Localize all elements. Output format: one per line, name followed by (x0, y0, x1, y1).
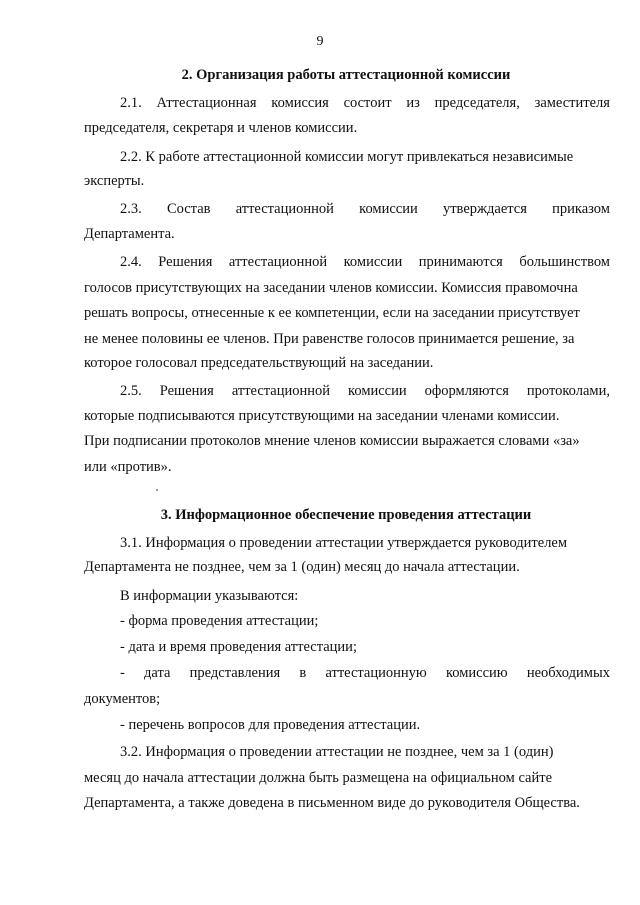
word: 2.3. (120, 201, 142, 217)
paragraph-2-5-line-2: которые подписываются присутствующими на заседании членами комиссии. (84, 408, 560, 424)
paragraph-2-5-line-4: или «против». (84, 459, 172, 475)
word: заместителя (534, 95, 610, 111)
paragraph-2-4-line-4: не менее половины ее членов. При равенстве голосов принимается решение, за (84, 331, 575, 347)
paragraph-3-1-line-2: Департамента не позднее, чем за 1 (один) месяц до начала аттестации. (84, 559, 520, 575)
word: представления (189, 665, 281, 681)
word: Решения (158, 254, 213, 270)
word: оформляются (424, 383, 509, 399)
word: комиссия (271, 95, 329, 111)
paragraph-3-2-line-2: месяц до начала аттестации должна быть размещена на официальном сайте (84, 770, 553, 786)
paragraph-2-1-line-2: председателя, секретаря и членов комиссии. (84, 120, 358, 136)
info-item-1: - форма проведения аттестации; (120, 613, 319, 629)
word: аттестационную (325, 665, 427, 681)
word: состоит (343, 95, 392, 111)
word: комиссии (359, 201, 418, 217)
paragraph-2-2-line-2: эксперты. (84, 173, 145, 189)
word: - (120, 665, 125, 681)
word: Состав (166, 201, 211, 217)
paragraph-2-4-line-1 (120, 254, 610, 271)
word: приказом (552, 201, 610, 217)
paragraph-2-4-line-5: которое голосовал председательствующий на заседании. (84, 355, 434, 371)
paragraph-2-5-line-3: При подписании протоколов мнение членов комиссии выражается словами «за» (84, 433, 580, 449)
paragraph-2-2-line-1: 2.2. К работе аттестационной комиссии могут привлекаться независимые (120, 149, 574, 165)
paragraph-2-1-line-1 (120, 95, 610, 112)
word: комиссии (343, 254, 403, 270)
paragraph-3-2-line-3: Департамента, а также доведена в письменном виде до руководителя Общества. (84, 795, 580, 811)
word: 2.1. (120, 95, 142, 111)
word: большинством (519, 254, 610, 270)
word: комиссии (348, 383, 407, 399)
word: аттестационной (231, 383, 331, 399)
word: председателя, (434, 95, 520, 111)
word: дата (144, 665, 171, 681)
word: Решения (159, 383, 214, 399)
info-intro: В информации указываются: (120, 588, 299, 604)
section-2-heading: 2. Организация работы аттестационной комиссии (181, 67, 511, 83)
word: аттестационной (235, 201, 334, 217)
page-number: 9 (316, 34, 324, 49)
info-item-4: - перечень вопросов для проведения аттестации. (120, 717, 421, 733)
word: протоколами, (526, 383, 610, 399)
info-item-3-line-1 (120, 665, 610, 682)
word: в (299, 665, 307, 681)
word: комиссию (445, 665, 508, 681)
word: аттестационной (228, 254, 328, 270)
paragraph-2-3-line-2: Департамента. (84, 226, 175, 242)
paragraph-3-2-line-1: 3.2. Информация о проведении аттестации не позднее, чем за 1 (один) (120, 744, 554, 760)
word: 2.4. (120, 254, 142, 270)
word: из (406, 95, 420, 111)
word: необходимых (526, 665, 610, 681)
word: Аттестационная (156, 95, 257, 111)
scan-speck (156, 489, 158, 491)
word: утверждается (442, 201, 527, 217)
word: 2.5. (120, 383, 142, 399)
word: принимаются (418, 254, 503, 270)
info-item-3-line-2: документов; (84, 691, 161, 707)
info-item-2: - дата и время проведения аттестации; (120, 639, 357, 655)
paragraph-2-4-line-3: решать вопросы, отнесенные к ее компетенции, если на заседании присутствует (84, 305, 580, 321)
paragraph-3-1-line-1: 3.1. Информация о проведении аттестации утверждается руководителем (120, 535, 568, 551)
paragraph-2-4-line-2: голосов присутствующих на заседании членов комиссии. Комиссия правомочна (84, 280, 578, 296)
paragraph-2-5-line-1 (120, 383, 610, 400)
section-3-heading: 3. Информационное обеспечение проведения аттестации (160, 507, 532, 523)
paragraph-2-3-line-1 (120, 201, 610, 218)
